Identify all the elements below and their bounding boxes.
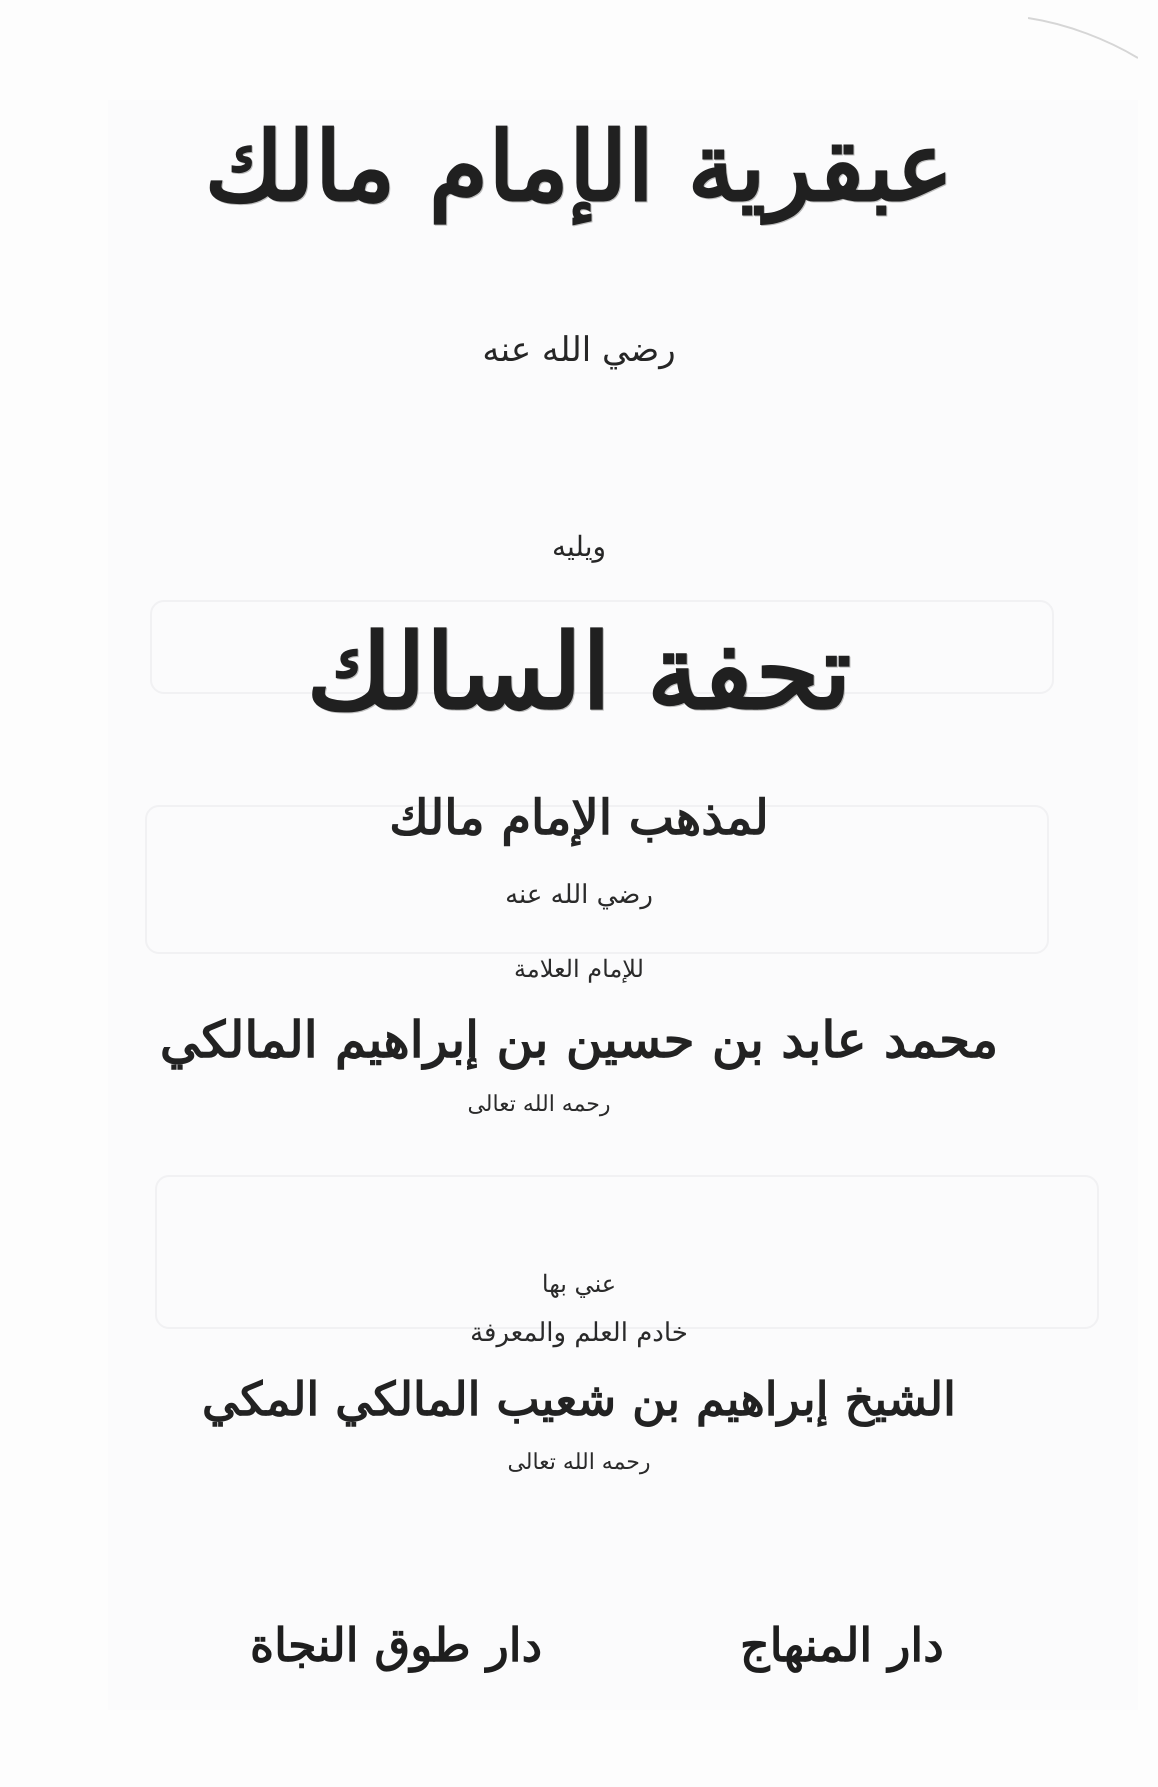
edited-by-label: عني بها <box>541 1270 617 1298</box>
scan-edge-mark <box>1028 10 1138 60</box>
author-prayer: رحمه الله تعالى <box>467 1092 611 1117</box>
publisher-left-logo: دار طوق النجاة <box>250 1618 543 1672</box>
publisher-right-logo: دار المنهاج <box>740 1618 944 1672</box>
second-book-title: تحفة السالك <box>306 610 852 733</box>
author-name: محمد عابد بن حسين بن إبراهيم المالكي <box>159 1010 999 1069</box>
book-title: عبقرية الإمام مالك <box>204 110 954 223</box>
editor-prayer: رحمه الله تعالى <box>507 1450 651 1475</box>
editor-name: الشيخ إبراهيم بن شعيب المالكي المكي <box>202 1372 956 1426</box>
bleed-through-box <box>155 1175 1099 1329</box>
editor-epithet: خادم العلم والمعرفة <box>470 1318 688 1348</box>
author-prefix: للإمام العلامة <box>514 955 644 983</box>
second-book-subtitle: لمذهب الإمام مالك <box>389 790 769 846</box>
second-title-honorific: رضي الله عنه <box>505 880 653 910</box>
title-honorific: رضي الله عنه <box>482 330 676 370</box>
followed-by-label: ويليه <box>551 530 607 563</box>
